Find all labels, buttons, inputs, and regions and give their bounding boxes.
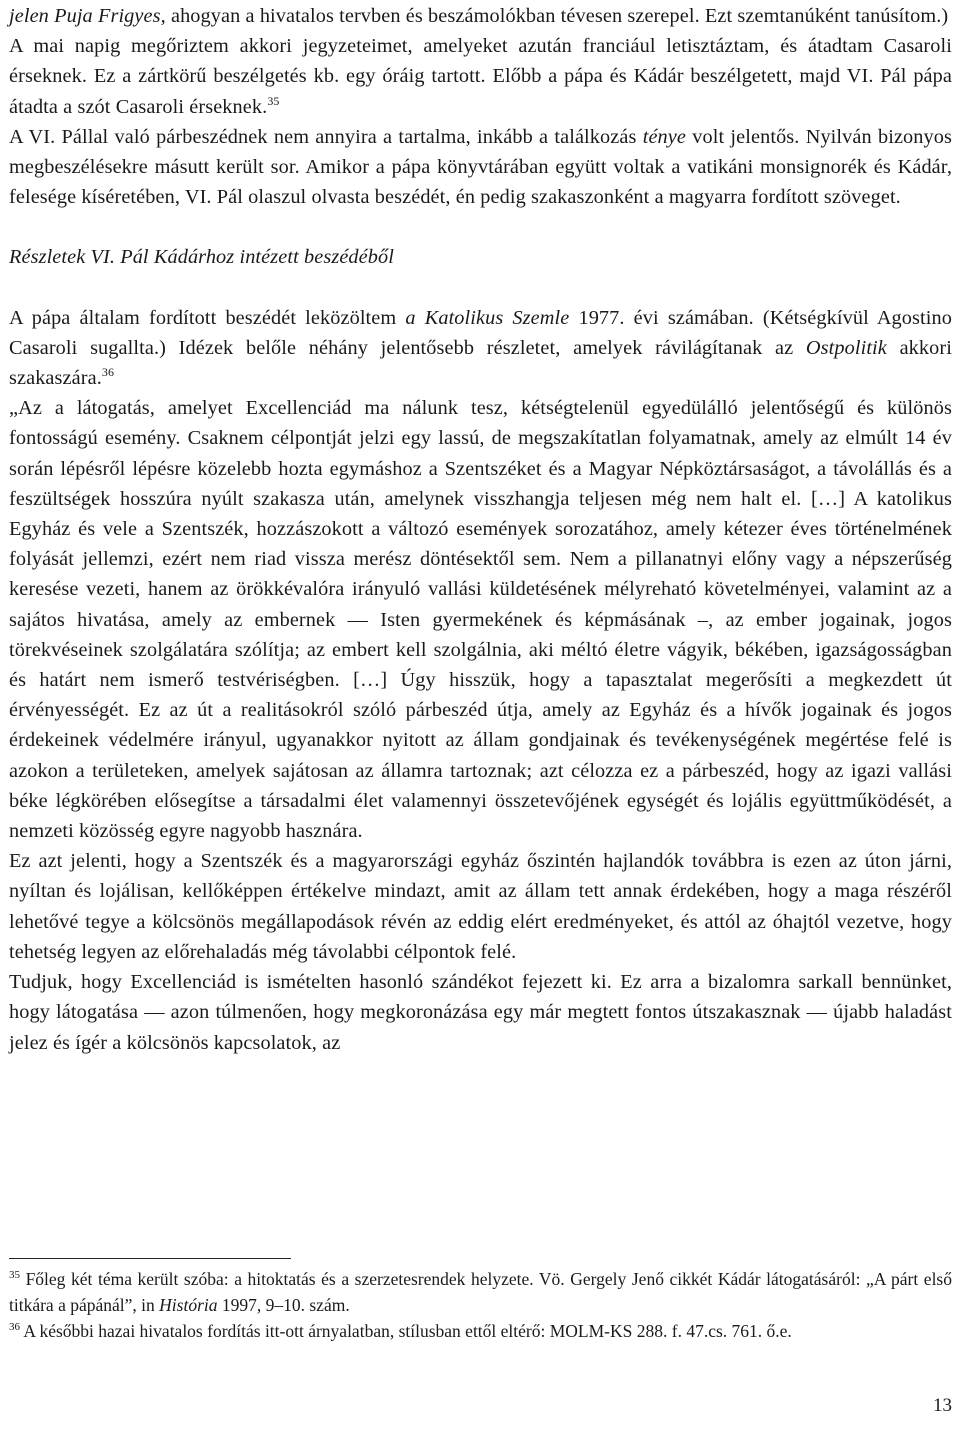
italic-text: Ostpolitik	[805, 336, 887, 359]
footnote-36	[9, 1318, 952, 1344]
italic-text: História	[159, 1295, 218, 1315]
footnote-divider	[9, 1258, 291, 1259]
footnote-number: 35	[9, 1269, 20, 1281]
text-run: A későbbi hazai hivatalos fordítás itt-ott árnyalatban, stílusban ettől eltérő: MOLM-KS 288. f. 47.cs. 761. ő.e.	[20, 1321, 792, 1341]
body-text	[9, 0, 952, 1058]
text-run: A VI. Pállal való párbeszédnek nem annyira a tartalma, inkább a találkozás	[9, 125, 643, 148]
italic-text: a Katolikus Szemle	[405, 306, 570, 329]
footnote-ref-35[interactable]: 35	[267, 93, 280, 108]
page-number: 13	[933, 1395, 952, 1416]
paragraph-2	[9, 31, 952, 122]
paragraph-7: Tudjuk, hogy Excellenciád is ismételten hasonló szándékot fejezett ki. Ez arra a bizalomra sarkall bennünket, hogy látogatása — azon túlmenően, hogy megkoronázása egy már megtett fontos útszakasznak — újabb haladást jelez és ígér a kölcsönös kapcsolatok, az	[9, 971, 952, 1054]
italic-text: jelen Puja Frigyes,	[9, 5, 166, 27]
section-heading: Részletek VI. Pál Kádárhoz intézett beszédéből	[9, 246, 394, 269]
paragraph-6: Ez azt jelenti, hogy a Szentszék és a magyarországi egyház őszintén hajlandók továbbra is ezen az úton járni, nyíltan és lojálisan, kellőképpen értékelve mindazt, amit az állam tett annak érdekében, hogy a maga részéről lehetővé tegye a kölcsönös megállapodások révén az eddig elért eredményeket, és attól az óhajtól vezetve, hogy tehetség legyen az előrehaladás még távolabbi célpontok felé.	[9, 850, 952, 963]
text-run: A mai napig megőriztem akkori jegyzeteimet, amelyeket azután franciául letisztáztam, és átadtam Casaroli érseknek. Ez a zártkörű beszélgetés kb. egy óráig tartott. Előbb a pápa és Kádár beszélgetett, majd VI. Pál pápa átadta a szót Casaroli érseknek.	[9, 35, 952, 118]
text-run: 1997, 9–10. szám.	[217, 1295, 350, 1315]
italic-text: ténye	[642, 125, 686, 148]
text-run: Főleg két téma került szóba: a hitoktatás és a szerzetesrendek helyzete. Vö. Gergely Jenő cikkét Kádár látogatásáról: „A párt első titkára a pápánál”, in	[9, 1269, 952, 1315]
paragraph-1	[9, 1, 952, 31]
text-run: ahogyan a hivatalos tervben és beszámolókban tévesen szerepel. Ezt szemtanúként tanúsítom.)	[165, 5, 949, 27]
text-run: volt jelentős. Nyilván bizonyos megbeszélésekre másutt került sor. Amikor a pápa könyvtárában együtt voltak a vatikáni monsignorék és Kádár, felesége kíséretében, VI. Pál olaszul olvasta beszédét, én pedig szakaszonként a magyarra fordított szöveget.	[9, 125, 953, 209]
text-run: akkori szakaszára.	[9, 336, 952, 390]
footnote-ref-36[interactable]: 36	[101, 365, 115, 380]
footnote-35	[9, 1266, 952, 1318]
footnote-number: 36	[9, 1321, 20, 1333]
text-run: 1977. évi számában. (Kétségkívül Agostino Casaroli sugallta.) Idézek belőle néhány jelentősebb részletet, amelyek rávilágítanak az	[9, 306, 952, 359]
paragraph-4	[9, 303, 952, 394]
quote-paragraph: „Az a látogatás, amelyet Excellenciád ma nálunk tesz, kétségtelenül egyedülálló jelentőségű és különös fontosságú esemény. Csaknem célpontját jelzi egy lassú, de megszakítatlan folyamatnak, amely az elmúlt 14 év során lépésről lépésre közelebb hozta egymáshoz a Szentszéket és a Magyar Népköztársaságot, a távolállás és a feszültségek hosszúra nyúlt szakasza után, amelynek visszhangja teljesen még nem halt el. […] A katolikus Egyház és vele a Szentszék, hozzászokott a változó események sorozatához, amely kétezer éves történelmének folyását jellemzi, ezért nem riad vissza merész döntésektől sem. Nem a pillanatnyi előny vagy a népszerűség keresése vezeti, hanem az örökkévalóra irányuló vallási küldetésének mélyreható követelményei, valamint az a sajátos hivatása, amely az embernek — Isten gyermekének és képmásának –, az ember jogainak, jogos törekvéseinek szolgálatára szólítja; az embert kell szolgálnia, aki méltó életre vágyik, békében, igazságosságban és határt nem ismerő testvériségben. […] Úgy hisszük, hogy a tapasztalat megerősíti a megkezdett út érvényességét. Ez az út a realitásokról szóló párbeszéd útja, amely az Egyház és a hívők jogainak és jogos érdekeinek védelmére irányul, ugyanakkor nyitott az állam gondjainak és tevékenységének megértése felé is azokon a területeken, amelyek sajátosan az államra tartoznak; azt célozza ez a párbeszéd, hogy az igazi vallási béke légkörében elősegítse a társadalmi élet valamennyi összetevőjének egységét és lojális együttműködését, a nemzeti közösség egyre nagyobb hasznára.	[9, 397, 952, 843]
footnotes	[9, 1266, 952, 1344]
text-run: A pápa általam fordított beszédét leközöltem	[9, 306, 406, 329]
paragraph-3	[9, 122, 952, 213]
